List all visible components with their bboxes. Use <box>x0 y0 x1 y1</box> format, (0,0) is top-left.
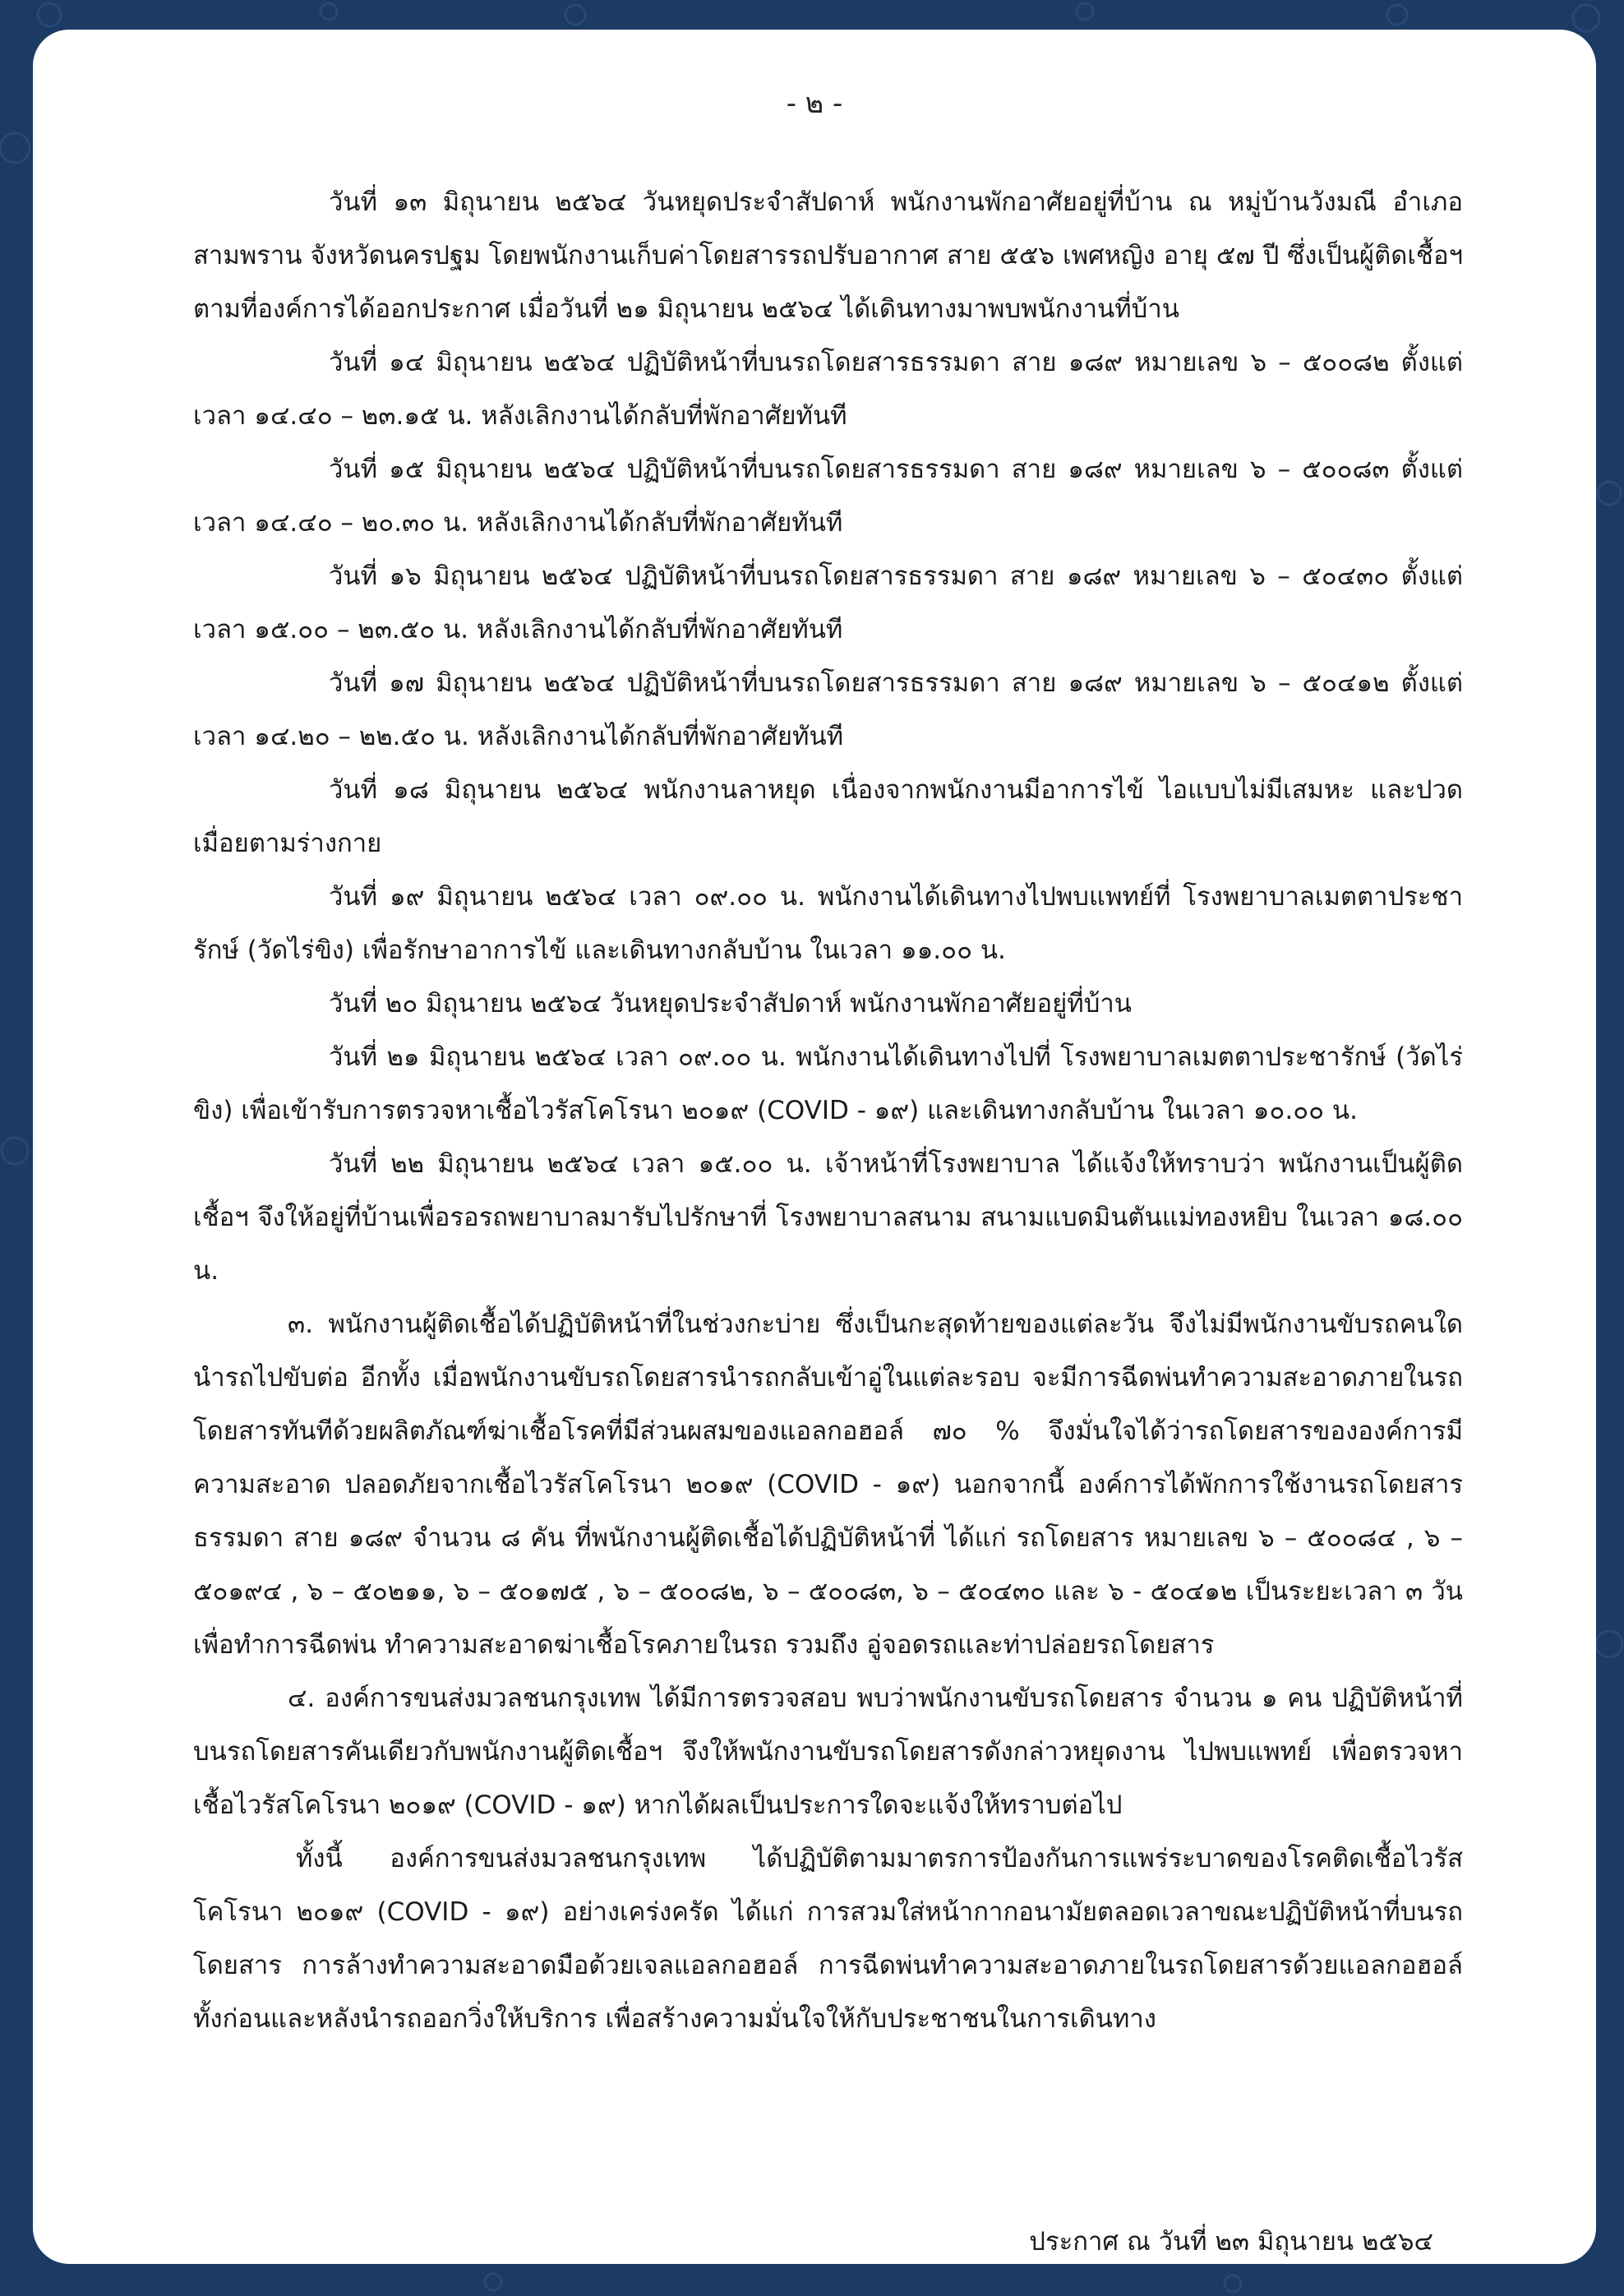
paragraph-june-18: วันที่ ๑๘ มิถุนายน ๒๕๖๔ พนักงานลาหยุด เนื่องจากพนักงานมีอาการไข้ ไอแบบไม่มีเสมหะ และปวดเมื่อยตามร่างกาย <box>193 775 1463 858</box>
numbered-item-3: ๓. พนักงานผู้ติดเชื้อได้ปฏิบัติหน้าที่ในช่วงกะบ่าย ซึ่งเป็นกะสุดท้ายของแต่ละวัน จึงไม่มีพนักงานขับรถคนใดนำรถไปขับต่อ อีกทั้ง เมื่อพนักงานขับรถโดยสารนำรถกลับเข้าอู่ในแต่ละรอบ จะมีการฉีดพ่นทำความสะอาดภายในรถโดยสารทันทีด้วยผลิตภัณฑ์ฆ่าเชื้อโรคที่มีส่วนผสมของแอลกอฮอล์ ๗๐ % จึงมั่นใจได้ว่ารถโดยสารขององค์การมีความสะอาด ปลอดภัยจากเชื้อไวรัสโคโรนา ๒๐๑๙ (COVID - ๑๙) นอกจากนี้ องค์การได้พักการใช้งานรถโดยสารธรรมดา สาย ๑๘๙ จำนวน ๘ คัน ที่พนักงานผู้ติดเชื้อได้ปฏิบัติหน้าที่ ได้แก่ รถโดยสาร หมายเลข ๖ – ๕๐๐๘๔ , ๖ – ๕๐๑๙๔ , ๖ – ๕๐๒๑๑, ๖ – ๕๐๑๗๕ , ๖ – ๕๐๐๘๒, ๖ – ๕๐๐๘๓, ๖ – ๕๐๔๓๐ และ ๖ - ๕๐๔๑๒ เป็นระยะเวลา ๓ วัน เพื่อทำการฉีดพ่น ทำความสะอาดฆ่าเชื้อโรคภายในรถ รวมถึง อู่จอดรถและท่าปล่อยรถโดยสาร <box>193 1310 1463 1660</box>
paragraph-june-17: วันที่ ๑๗ มิถุนายน ๒๕๖๔ ปฏิบัติหน้าที่บนรถโดยสารธรรมดา สาย ๑๘๙ หมายเลข ๖ – ๕๐๔๑๒ ตั้งแต่เวลา ๑๔.๒๐ – ๒๒.๕๐ น. หลังเลิกงานได้กลับที่พักอาศัยทันที <box>193 668 1463 751</box>
paragraph-june-20: วันที่ ๒๐ มิถุนายน ๒๕๖๔ วันหยุดประจำสัปดาห์ พนักงานพักอาศัยอยู่ที่บ้าน <box>329 989 1132 1019</box>
paragraph-june-15: วันที่ ๑๕ มิถุนายน ๒๕๖๔ ปฏิบัติหน้าที่บนรถโดยสารธรรมดา สาย ๑๘๙ หมายเลข ๖ – ๕๐๐๘๓ ตั้งแต่เวลา ๑๔.๔๐ – ๒๐.๓๐ น. หลังเลิกงานได้กลับที่พักอาศัยทันที <box>193 455 1463 538</box>
document-page <box>33 30 1596 2264</box>
paragraph-june-22: วันที่ ๒๒ มิถุนายน ๒๕๖๔ เวลา ๑๕.๐๐ น. เจ้าหน้าที่โรงพยาบาล ได้แจ้งให้ทราบว่า พนักงานเป็นผู้ติดเชื้อฯ จึงให้อยู่ที่บ้านเพื่อรอรถพยาบาลมารับไปรักษาที่ โรงพยาบาลสนาม สนามแบดมินตันแม่ทองหยิบ ในเวลา ๑๘.๐๐ น. <box>193 1149 1463 1286</box>
paragraph-june-13: วันที่ ๑๓ มิถุนายน ๒๕๖๔ วันหยุดประจำสัปดาห์ พนักงานพักอาศัยอยู่ที่บ้าน ณ หมู่บ้านวังมณี อำเภอสามพราน จังหวัดนครปฐม โดยพนักงานเก็บค่าโดยสารรถปรับอากาศ สาย ๕๕๖ เพศหญิง อายุ ๕๗ ปี ซึ่งเป็นผู้ติดเชื้อฯ ตามที่องค์การได้ออกประกาศ เมื่อวันที่ ๒๑ มิถุนายน ๒๕๖๔ ได้เดินทางมาพบพนักงานที่บ้าน <box>193 187 1463 324</box>
paragraph-june-16: วันที่ ๑๖ มิถุนายน ๒๕๖๔ ปฏิบัติหน้าที่บนรถโดยสารธรรมดา สาย ๑๘๙ หมายเลข ๖ – ๕๐๔๓๐ ตั้งแต่เวลา ๑๕.๐๐ – ๒๓.๕๐ น. หลังเลิกงานได้กลับที่พักอาศัยทันที <box>193 561 1463 644</box>
numbered-item-4: ๔. องค์การขนส่งมวลชนกรุงเทพ ได้มีการตรวจสอบ พบว่าพนักงานขับรถโดยสาร จำนวน ๑ คน ปฏิบัติหน้าที่บนรถโดยสารคันเดียวกับพนักงานผู้ติดเชื้อฯ จึงให้พนักงานขับรถโดยสารดังกล่าวหยุดงาน ไปพบแพทย์ เพื่อตรวจหาเชื้อไวรัสโคโรนา ๒๐๑๙ (COVID - ๑๙) หากได้ผลเป็นประการใดจะแจ้งให้ทราบต่อไป <box>193 1684 1463 1820</box>
paragraph-june-19: วันที่ ๑๙ มิถุนายน ๒๕๖๔ เวลา ๐๙.๐๐ น. พนักงานได้เดินทางไปพบแพทย์ที่ โรงพยาบาลเมตตาประชารักษ์ (วัดไร่ขิง) เพื่อรักษาอาการไข้ และเดินทางกลับบ้าน ในเวลา ๑๑.๐๐ น. <box>193 882 1463 965</box>
announcement-date: ประกาศ ณ วันที่ ๒๓ มิถุนายน ๒๕๖๔ <box>1029 2227 1433 2257</box>
paragraph-june-14: วันที่ ๑๔ มิถุนายน ๒๕๖๔ ปฏิบัติหน้าที่บนรถโดยสารธรรมดา สาย ๑๘๙ หมายเลข ๖ – ๕๐๐๘๒ ตั้งแต่เวลา ๑๔.๔๐ – ๒๓.๑๕ น. หลังเลิกงานได้กลับที่พักอาศัยทันที <box>193 348 1463 431</box>
document-body <box>193 176 1463 2046</box>
closing-paragraph: ทั้งนี้ องค์การขนส่งมวลชนกรุงเทพ ได้ปฏิบัติตามมาตรการป้องกันการแพร่ระบาดของโรคติดเชื้อไวรัสโคโรนา ๒๐๑๙ (COVID - ๑๙) อย่างเคร่งครัด ได้แก่ การสวมใส่หน้ากากอนามัยตลอดเวลาขณะปฏิบัติหน้าที่บนรถโดยสาร การล้างทำความสะอาดมือด้วยเจลแอลกอฮอล์ การฉีดพ่นทำความสะอาดภายในรถโดยสารด้วยแอลกอฮอล์ ทั้งก่อนและหลังนำรถออกวิ่งให้บริการ เพื่อสร้างความมั่นใจให้กับประชาชนในการเดินทาง <box>193 1844 1463 2034</box>
page-number: - ๒ - <box>786 87 843 120</box>
paragraph-june-21: วันที่ ๒๑ มิถุนายน ๒๕๖๔ เวลา ๐๙.๐๐ น. พนักงานได้เดินทางไปที่ โรงพยาบาลเมตตาประชารักษ์ (วัดไร่ขิง) เพื่อเข้ารับการตรวจหาเชื้อไวรัสโคโรนา ๒๐๑๙ (COVID - ๑๙) และเดินทางกลับบ้าน ในเวลา ๑๐.๐๐ น. <box>193 1042 1463 1125</box>
